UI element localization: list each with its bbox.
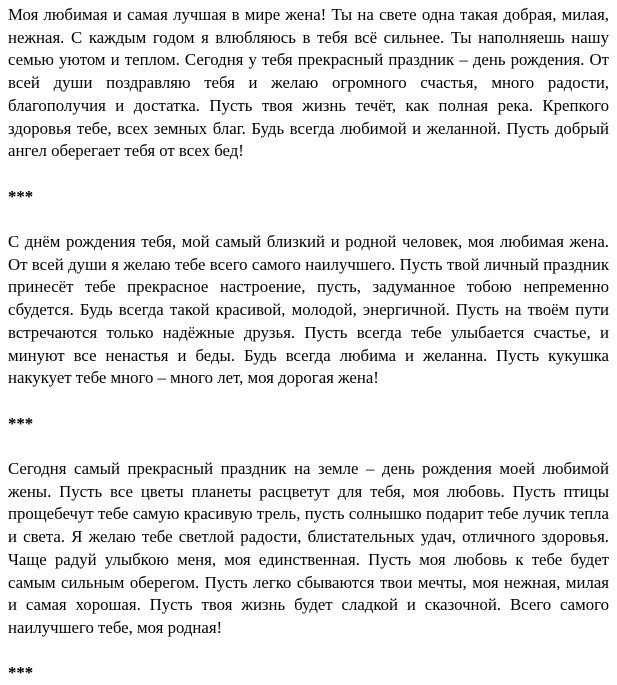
separator-1: *** (8, 186, 34, 206)
spacer (8, 640, 609, 663)
separator-3: *** (8, 663, 34, 683)
separator-2: *** (8, 413, 34, 433)
spacer (8, 163, 609, 186)
greeting-paragraph-3: Сегодня самый прекрасный праздник на земле – день рождения моей любимой жены. Пусть все цветы планеты расцветут для тебя, моя любовь. Пусть птицы прощебечут тебе самую красивую трель, пусть солнышко подарит тебе лучик тепла и света. Я желаю тебе светлой радости, блистательных удач, отличного здоровья. Чаще радуй улыбкою меня, моя единственная. Пусть моя любовь к тебе будет самым сильным оберегом. Пусть легко сбываются твои мечты, моя нежная, милая и самая хорошая. Пусть твоя жизнь будет сладкой и сказочной. Всего самого наилучшего тебе, моя родная! (8, 459, 609, 637)
greeting-paragraph-2: С днём рождения тебя, мой самый близкий и родной человек, моя любимая жена. От всей души я желаю тебе всего самого наилучшего. Пусть твой личный праздник принесёт тебе прекрасное настроение, пусть, задуманное тобою непременно сбудется. Будь всегда такой красивой, молодой, энергичной. Пусть на твоём пути встречаются только надёжные друзья. Пусть всегда тебе улыбается счастье, и минуют все ненастья и беды. Будь всегда любима и желанна. Пусть кукушка накукует тебе много – много лет, моя дорогая жена! (8, 232, 609, 388)
greeting-paragraph-1: Моя любимая и самая лучшая в мире жена! Ты на свете одна такая добрая, милая, нежная. С каждым годом я влюбляюсь в тебя всё сильнее. Ты наполняешь нашу семью уютом и теплом. Сегодня у тебя прекрасный праздник – день рождения. От всей души поздравляю тебя и желаю огромного счастья, много радости, благополучия и достатка. Пусть твоя жизнь течёт, как полная река. Крепкого здоровья тебе, всех земных благ. Будь всегда любимой и желанной. Пусть добрый ангел оберегает тебя от всех бед! (8, 5, 609, 161)
spacer (8, 208, 609, 231)
spacer (8, 435, 609, 458)
document-body (8, 4, 609, 685)
spacer (8, 390, 609, 413)
